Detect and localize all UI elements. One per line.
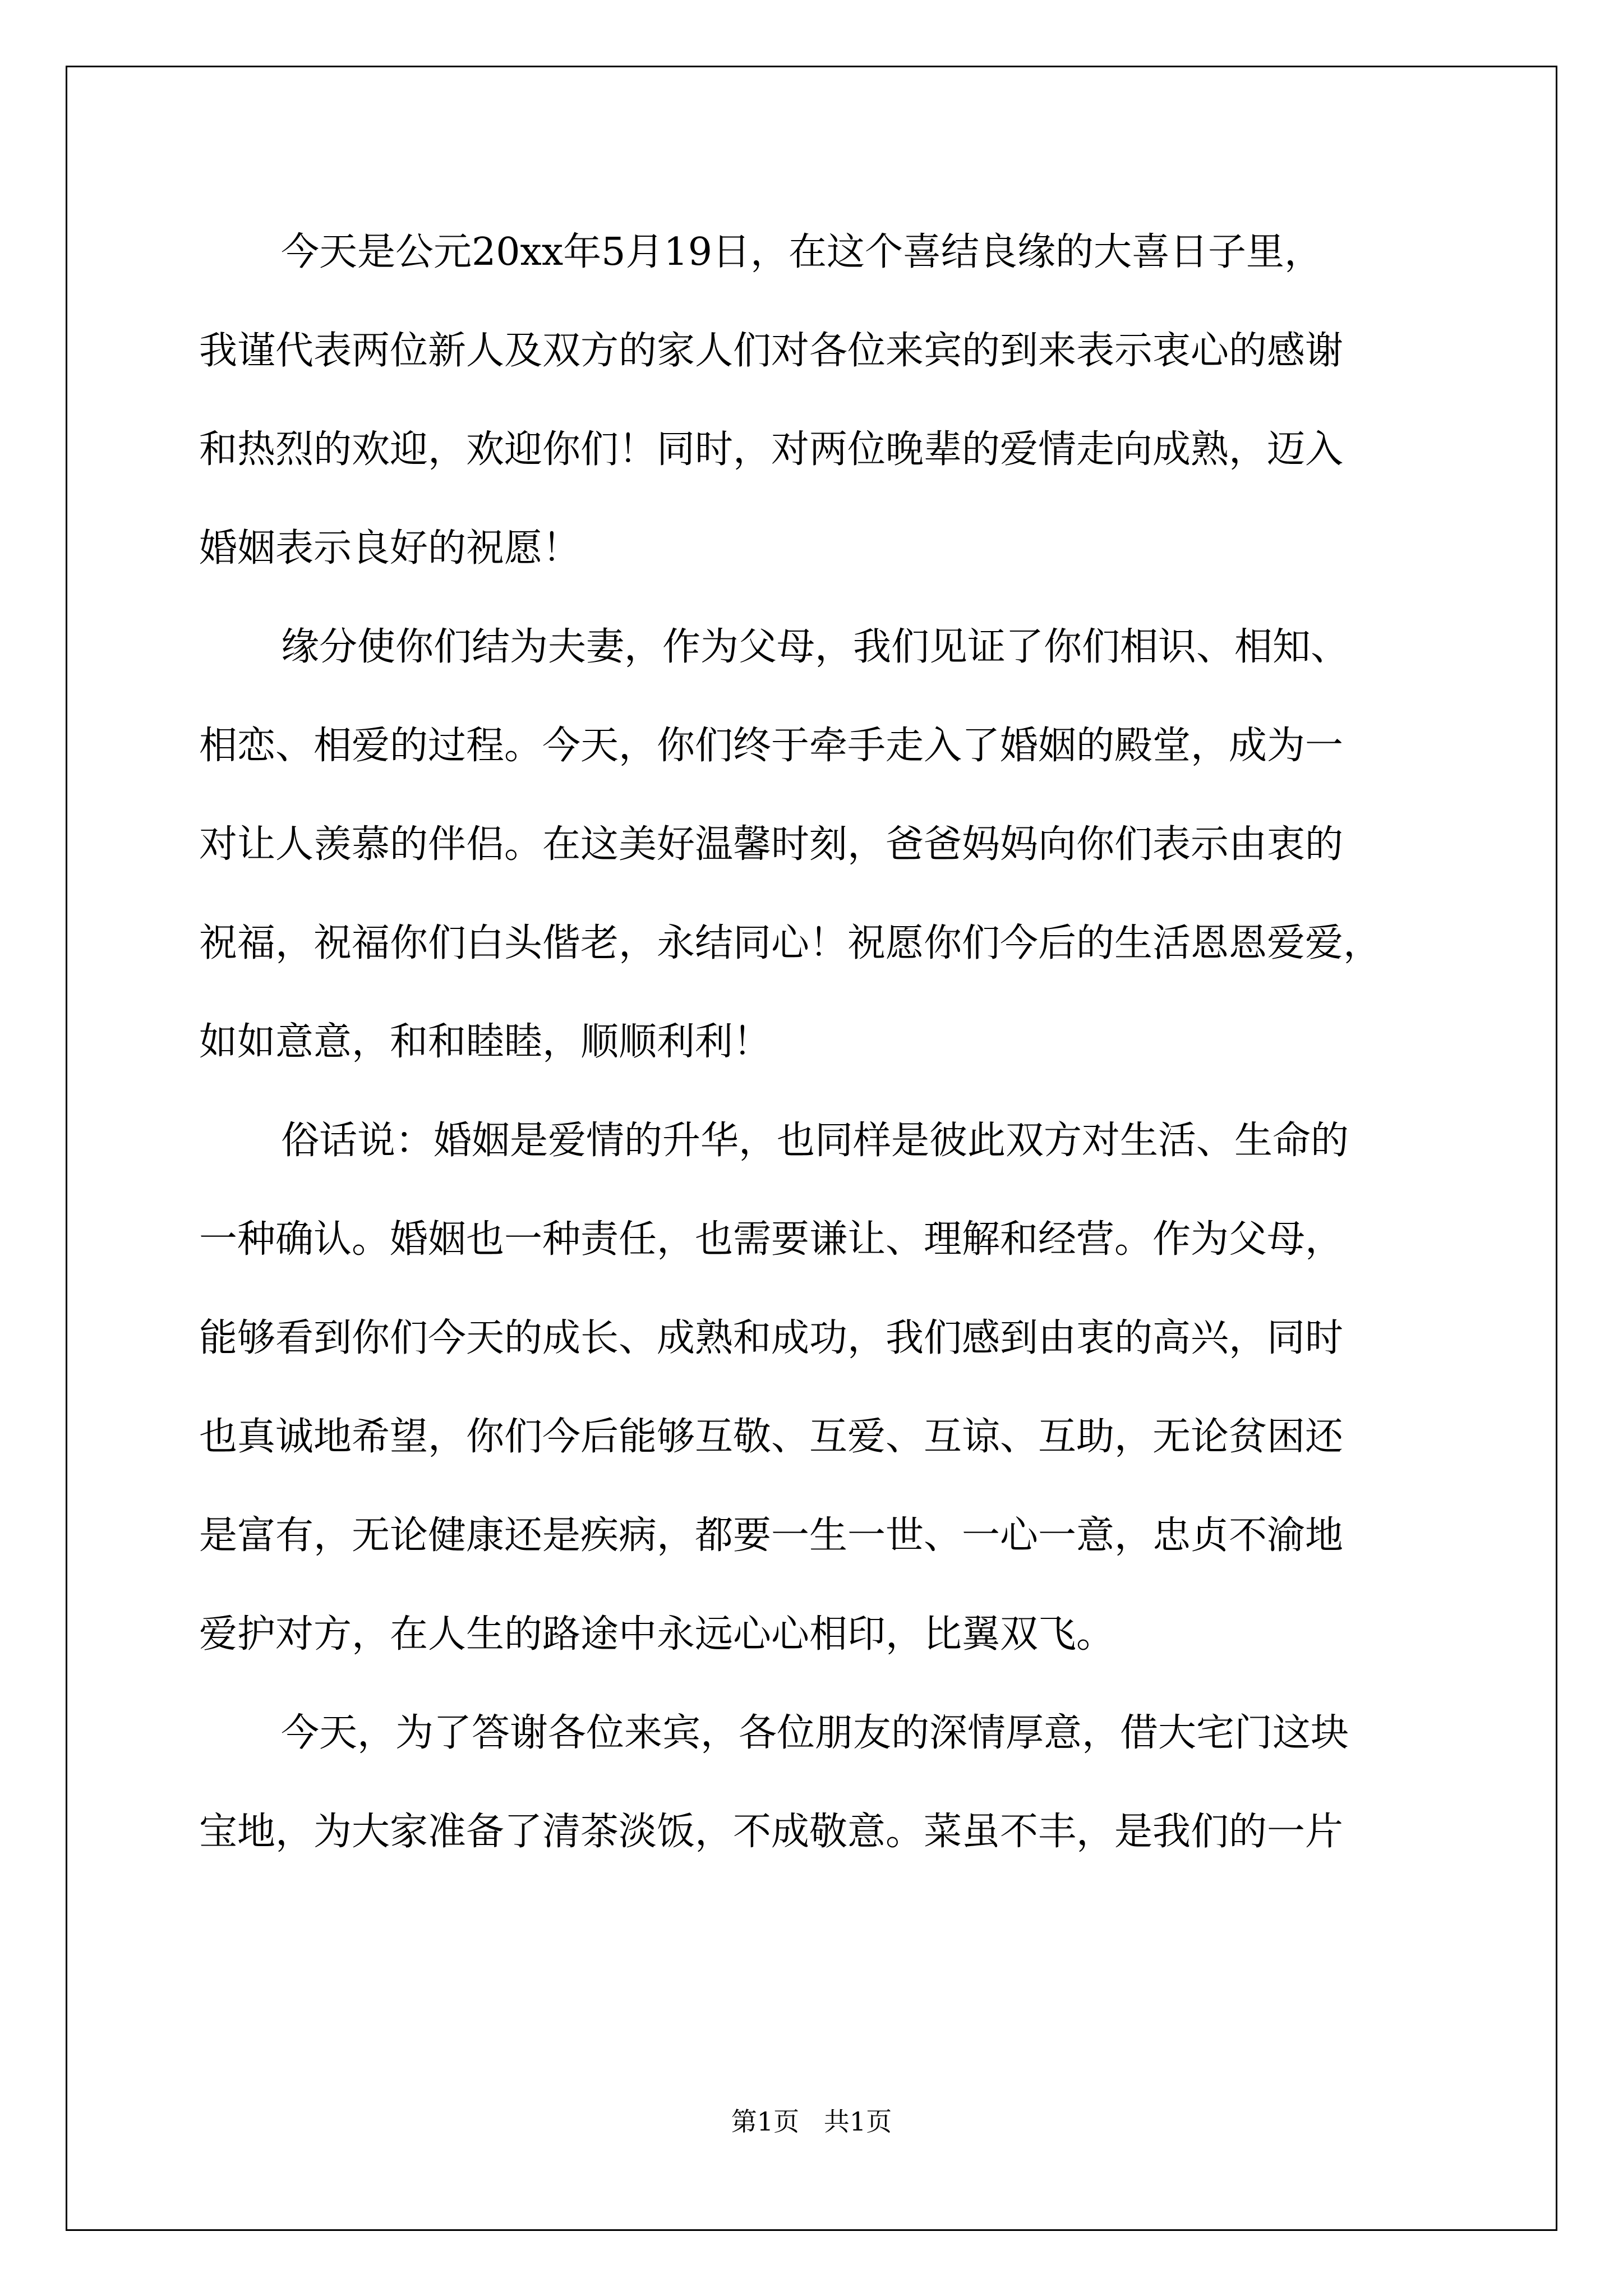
paragraph-1-line-3: 和热烈的欢迎，欢迎你们！同时，对两位晚辈的爱情走向成熟，迈入	[199, 427, 1344, 472]
paragraph-2-line-4: 祝福，祝福你们白头偕老，永结同心！祝愿你们今后的生活恩恩爱爱，	[199, 921, 1382, 965]
paragraph-1-line-1: 今天是公元20xx年5月19日，在这个喜结良缘的大喜日子里，	[281, 230, 1323, 274]
paragraph-3-line-5: 是富有，无论健康还是疾病，都要一生一世、一心一意，忠贞不渝地	[199, 1513, 1344, 1558]
paragraph-1-line-2: 我谨代表两位新人及双方的家人们对各位来宾的到来表示衷心的感谢	[199, 329, 1344, 373]
paragraph-2-line-5: 如如意意，和和睦睦，顺顺利利！	[199, 1020, 772, 1064]
paragraph-4-line-2: 宝地，为大家准备了清茶淡饭，不成敬意。菜虽不丰，是我们的一片	[199, 1810, 1344, 1854]
document-body	[199, 216, 1455, 1894]
paragraph-3-line-4: 也真诚地希望，你们今后能够互敬、互爱、互谅、互助，无论贫困还	[199, 1415, 1344, 1459]
page-number-footer: 第1页 共1页	[731, 2106, 892, 2137]
paragraph-2-line-3: 对让人羡慕的伴侣。在这美好温馨时刻，爸爸妈妈向你们表示由衷的	[199, 822, 1344, 867]
paragraph-3-line-6: 爱护对方，在人生的路途中永远心心相印，比翼双飞。	[199, 1612, 1115, 1657]
paragraph-3-line-3: 能够看到你们今天的成长、成熟和成功，我们感到由衷的高兴，同时	[199, 1316, 1344, 1360]
paragraph-2-line-1: 缘分使你们结为夫妻，作为父母，我们见证了你们相识、相知、	[281, 625, 1349, 669]
paragraph-2-line-2: 相恋、相爱的过程。今天，你们终于牵手走入了婚姻的殿堂，成为一	[199, 724, 1344, 768]
paragraph-3-line-2: 一种确认。婚姻也一种责任，也需要谦让、理解和经营。作为父母，	[199, 1217, 1344, 1262]
paragraph-4-line-1: 今天，为了答谢各位来宾，各位朋友的深情厚意，借大宅门这块	[281, 1711, 1349, 1755]
paragraph-3-line-1: 俗话说：婚姻是爱情的升华，也同样是彼此双方对生活、生命的	[281, 1119, 1349, 1163]
paragraph-1-line-4: 婚姻表示良好的祝愿！	[199, 526, 581, 570]
